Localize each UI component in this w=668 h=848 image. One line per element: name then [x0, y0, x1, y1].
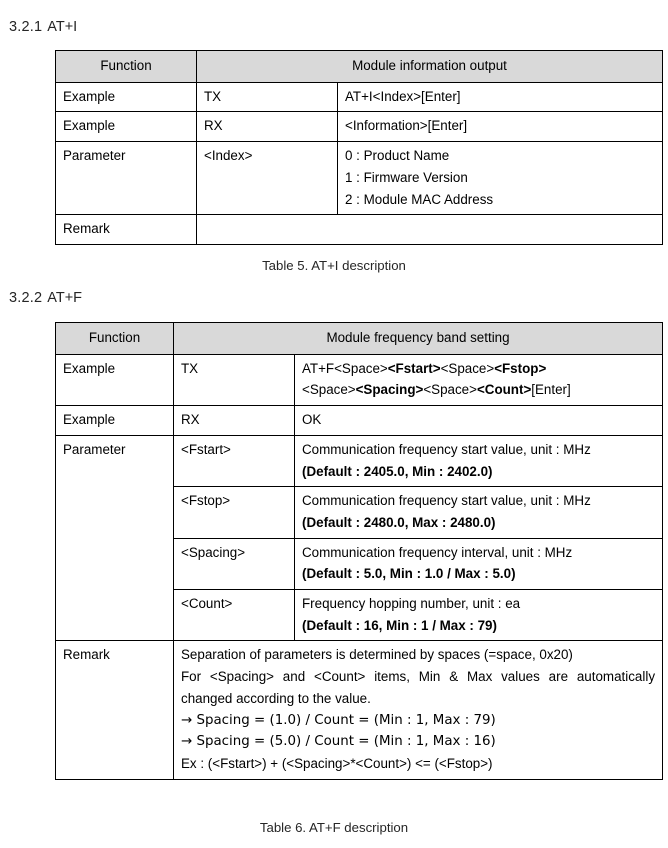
remark-line-2: For <Spacing> and <Count> items, Min & Max values are automatically changed according to the value.: [181, 669, 656, 706]
table-row: [56, 215, 663, 245]
parameter-limits: (Default : 2405.0, Min : 2402.0): [302, 463, 493, 479]
tx-syntax-line-1: [302, 358, 655, 380]
parameter-desc: Communication frequency interval, unit : MHz: [302, 544, 573, 560]
parameter-value-0: 0 : Product Name: [345, 148, 450, 164]
parameter-limits: (Default : 5.0, Min : 1.0 / Max : 5.0): [302, 566, 516, 582]
remark-line-4: → Spacing = (5.0) / Count = (Min : 1, Max : 16): [181, 734, 496, 750]
tx-line1-fstart: <Fstart>: [387, 360, 441, 376]
section-number: 3.2.1: [9, 19, 43, 35]
table-at-f-header-description: Module frequency band setting: [174, 323, 663, 355]
table-at-f-parameter-name-1: <Fstop>: [174, 487, 295, 538]
table-at-i-header-description: Module information output: [197, 51, 663, 83]
table-at-f: [55, 322, 663, 780]
table-at-f-caption: Table 6. AT+F description: [259, 820, 409, 835]
table-row: [56, 142, 663, 215]
remark-line-3: → Spacing = (1.0) / Count = (Min : 1, Max : 79): [181, 712, 496, 728]
tx-syntax-line-2: [302, 379, 655, 401]
parameter-limits: (Default : 16, Min : 1 / Max : 79): [302, 617, 497, 633]
section-heading-3-2-2: [9, 290, 82, 306]
tx-line2-pre: <Space>: [302, 382, 356, 398]
tx-line1-pre: AT+F<Space>: [302, 360, 388, 376]
table-at-i-parameter-name: <Index>: [197, 142, 338, 215]
parameter-value-2: 2 : Module MAC Address: [345, 191, 494, 207]
tx-line1-space: <Space>: [440, 360, 495, 376]
tx-line2-space: <Space>: [423, 382, 477, 398]
parameter-desc: Frequency hopping number, unit : ea: [302, 596, 521, 612]
table-at-i-example-rx-label: Example: [56, 112, 197, 142]
table-row: [56, 51, 663, 83]
table-at-i-remark-value: [197, 215, 663, 245]
table-at-i-parameter-label: Parameter: [56, 142, 197, 215]
table-at-f-parameter-desc-1: [295, 487, 663, 538]
table-row: [56, 641, 663, 779]
parameter-limits: (Default : 2480.0, Max : 2480.0): [302, 514, 496, 530]
table-at-i-example-tx-value: AT+I<Index>[Enter]: [338, 82, 663, 112]
table-row: [56, 406, 663, 436]
tx-line2-spacing: <Spacing>: [355, 382, 424, 398]
table-at-f-parameter-label: Parameter: [56, 435, 174, 641]
table-at-i-parameter-values: [338, 142, 663, 215]
table-at-f-parameter-desc-3: [295, 590, 663, 641]
tx-line1-fstop: <Fstop>: [494, 360, 547, 376]
table-at-f-parameter-desc-0: [295, 435, 663, 486]
table-at-i-example-tx-dir: TX: [197, 82, 338, 112]
table-at-i-example-rx-value: <Information>[Enter]: [338, 112, 663, 142]
table-at-i-header-function: Function: [56, 51, 197, 83]
table-at-f-example-tx-value: [295, 354, 663, 405]
table-row: [56, 323, 663, 355]
parameter-desc: Communication frequency start value, unit : MHz: [302, 493, 591, 509]
remark-line-1: Separation of parameters is determined by spaces (=space, 0x20): [181, 647, 573, 663]
section-title: AT+F: [47, 290, 83, 306]
parameter-desc: Communication frequency start value, unit : MHz: [302, 441, 591, 457]
table-at-f-example-rx-value: OK: [295, 406, 663, 436]
table-at-f-example-rx-label: Example: [56, 406, 174, 436]
table-row: [56, 435, 663, 486]
table-row: [56, 112, 663, 142]
table-row: [56, 82, 663, 112]
table-at-f-example-tx-label: Example: [56, 354, 174, 405]
tx-line2-count: <Count>: [476, 382, 532, 398]
parameter-value-1: 1 : Firmware Version: [345, 169, 468, 185]
section-number: 3.2.2: [9, 290, 43, 306]
table-at-i: [55, 50, 663, 245]
table-row: [56, 354, 663, 405]
table-at-f-example-rx-dir: RX: [174, 406, 295, 436]
table-at-f-parameter-name-0: <Fstart>: [174, 435, 295, 486]
table-at-i-example-rx-dir: RX: [197, 112, 338, 142]
table-at-f-parameter-desc-2: [295, 538, 663, 589]
table-at-f-remark-value: [174, 641, 663, 779]
section-heading-3-2-1: [9, 19, 77, 35]
table-at-f-remark-label: Remark: [56, 641, 174, 779]
table-at-i-example-tx-label: Example: [56, 82, 197, 112]
tx-line2-enter: [Enter]: [531, 382, 571, 398]
table-at-f-header-function: Function: [56, 323, 174, 355]
table-at-f-parameter-name-2: <Spacing>: [174, 538, 295, 589]
section-title: AT+I: [47, 19, 78, 35]
table-at-f-parameter-name-3: <Count>: [174, 590, 295, 641]
table-at-f-example-tx-dir: TX: [174, 354, 295, 405]
remark-line-5: Ex : (<Fstart>) + (<Spacing>*<Count>) <= (<Fstop>): [181, 755, 493, 771]
table-at-i-remark-label: Remark: [56, 215, 197, 245]
table-at-i-caption: Table 5. AT+I description: [262, 258, 406, 273]
